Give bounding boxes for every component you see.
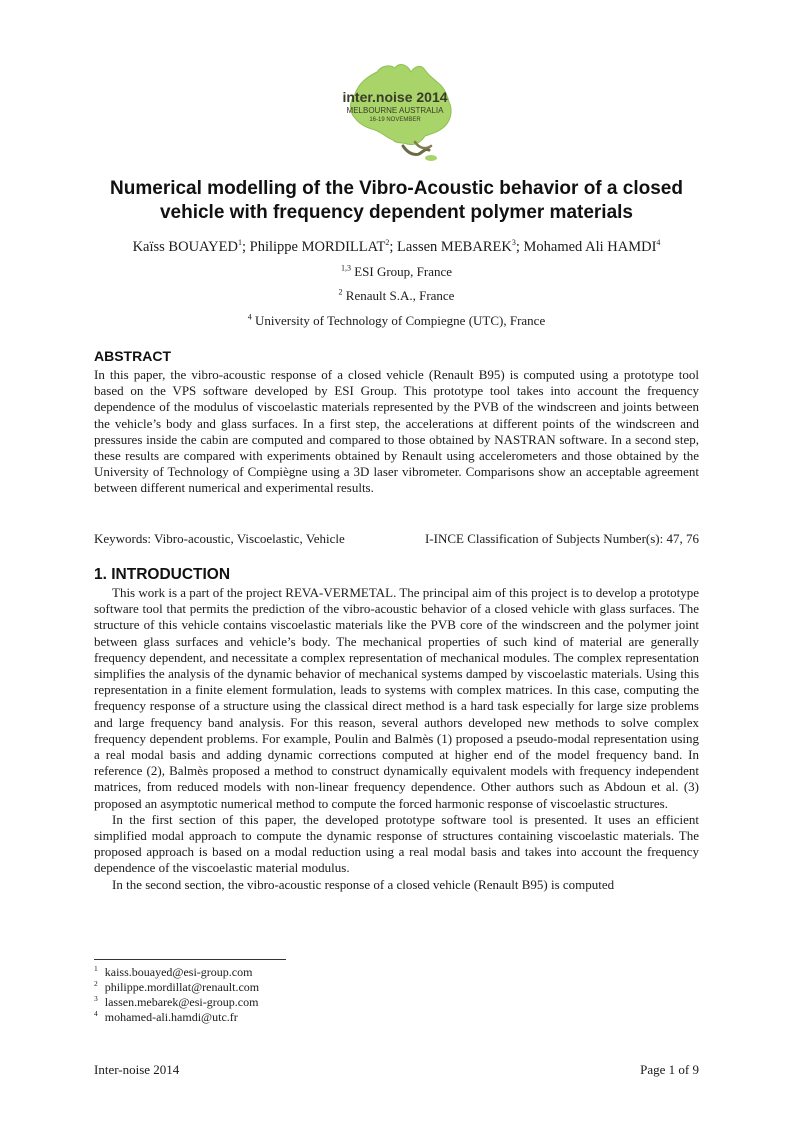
introduction-heading: 1. INTRODUCTION <box>94 566 231 583</box>
author-separator: ; <box>515 239 524 255</box>
conference-logo <box>333 62 458 162</box>
footnote-mark: 2 <box>94 979 98 988</box>
abstract-heading: ABSTRACT <box>94 348 171 364</box>
affiliation-mark: 1,3 <box>340 263 351 273</box>
author-affiliation-mark: 1 <box>237 238 242 248</box>
abstract-text: In this paper, the vibro-acoustic response of a closed vehicle (Renault B95) is computed using a prototype tool based on the VPS software developed by ESI Group. This prototype tool takes into account the frequency dependence of the modulus of viscoelastic materials represented by the PVB of the windscreen and joints between the vehicle’s body and glass surfaces. In a first step, the accelerations at different points of the windscreen and pressures inside the cabin are computed and compared to those obtained by NASTRAN software. In a second step, these results are compared with experiments obtained by Renault using accelerometers and those obtained by the University of Technology of Compiègne using a 3D laser vibrometer. Comparisons show an acceptable agreement between different numerical and experimental results. <box>94 367 699 496</box>
author-affiliation-mark: 3 <box>511 238 516 248</box>
footnote <box>94 1010 259 1025</box>
keywords: Keywords: Vibro-acoustic, Viscoelastic, Vehicle <box>94 531 345 546</box>
svg-text:MELBOURNE AUSTRALIA: MELBOURNE AUSTRALIA <box>346 106 444 115</box>
author-list <box>60 238 733 256</box>
footnote-email[interactable]: mohamed-ali.hamdi@utc.fr <box>104 1010 238 1024</box>
paragraph: In the second section, the vibro-acoustic response of a closed vehicle (Renault B95) is computed <box>112 876 615 892</box>
australia-map-icon <box>333 62 458 162</box>
author-name: Lassen MEBAREK <box>397 239 512 255</box>
author-separator: ; <box>241 239 250 255</box>
paragraph: This work is a part of the project REVA-VERMETAL. The principal aim of this project is to develop a prototype software tool that permits the prediction of the vibro-acoustic behavior of a closed vehicle with glass surfaces. The structure of this vehicle contains viscoelastic materials like the PVB core of the windscreen and the polymer joint between glass surfaces and vehicle’s body. The mechanical properties of such kind of material are generally frequency dependent, and necessitate a complex representation of mechanical modules. The complex representation simplifies the analysis of the dynamic behavior of mechanical systems damped by viscoelastic materials. Using this representation in a finite element formulation, leads to systems with complex matrices. In this case, computing the frequency response of a structure using the classical direct method is a hard task especially for large size problems and large frequency band analysis. For this reason, several authors developed new methods to solve complex frequency dependent problems. For example, Poulin and Balmès (1) proposed a pseudo-modal representation using a real modal basis and adding dynamic corrections computed at higher end of the model frequency band. In reference (2), Balmès proposed a method to construct dynamically equivalent models with frequency independent matrices, from reduced models with non-linear frequency dependence. Other authors such as Abdoun et al. (3) proposed an asymptotic numerical method to compute the forced harmonic response of viscoelastic structures. <box>94 585 699 811</box>
paragraph: In the first section of this paper, the developed prototype software tool is presented. It uses an efficient simplified modal approach to compute the dynamic response of structures containing viscoelastic materials. The proposed approach is based on a modal reduction using a real modal basis and takes into account the frequency dependence of the viscoelastic material modulus. <box>94 811 699 876</box>
footnote-email[interactable]: kaiss.bouayed@esi-group.com <box>104 965 253 979</box>
affiliation-text: University of Technology of Compiegne (UTC), France <box>251 313 546 328</box>
affiliation-mark: 2 <box>338 287 343 297</box>
affiliation-text: Renault S.A., France <box>342 288 455 303</box>
svg-text:inter.noise 2014: inter.noise 2014 <box>342 89 448 105</box>
svg-text:16-19 NOVEMBER: 16-19 NOVEMBER <box>369 117 421 123</box>
author-name: Mohamed Ali HAMDI <box>523 239 657 255</box>
affiliation <box>60 288 733 304</box>
footnote <box>94 995 259 1010</box>
affiliation-text: ESI Group, France <box>350 264 453 279</box>
introduction-body <box>94 585 699 893</box>
author-affiliation-mark: 2 <box>385 238 390 248</box>
affiliation <box>60 313 733 329</box>
author-name: Kaïss BOUAYED <box>132 239 238 255</box>
author-affiliation-mark: 4 <box>656 238 661 248</box>
paper-title: Numerical modelling of the Vibro-Acoustic behavior of a closed vehicle with frequency dependent polymer materials <box>110 178 683 223</box>
classification-numbers: I-INCE Classification of Subjects Number(s): 47, 76 <box>424 531 699 546</box>
footnotes <box>94 965 259 1025</box>
author-separator: ; <box>389 239 398 255</box>
footer-conference: Inter-noise 2014 <box>94 1062 180 1077</box>
affiliation <box>60 264 733 280</box>
page-number: Page 1 of 9 <box>640 1062 699 1077</box>
footnote-mark: 3 <box>94 994 98 1003</box>
footnote-divider <box>94 959 286 960</box>
footnote-mark: 1 <box>94 964 98 973</box>
affiliation-mark: 4 <box>247 312 252 322</box>
footnote-mark: 4 <box>94 1009 98 1018</box>
footnote-email[interactable]: philippe.mordillat@renault.com <box>104 980 260 994</box>
footnote-email[interactable]: lassen.mebarek@esi-group.com <box>104 995 259 1009</box>
footnote <box>94 965 259 980</box>
author-name: Philippe MORDILLAT <box>249 239 386 255</box>
footnote <box>94 980 259 995</box>
